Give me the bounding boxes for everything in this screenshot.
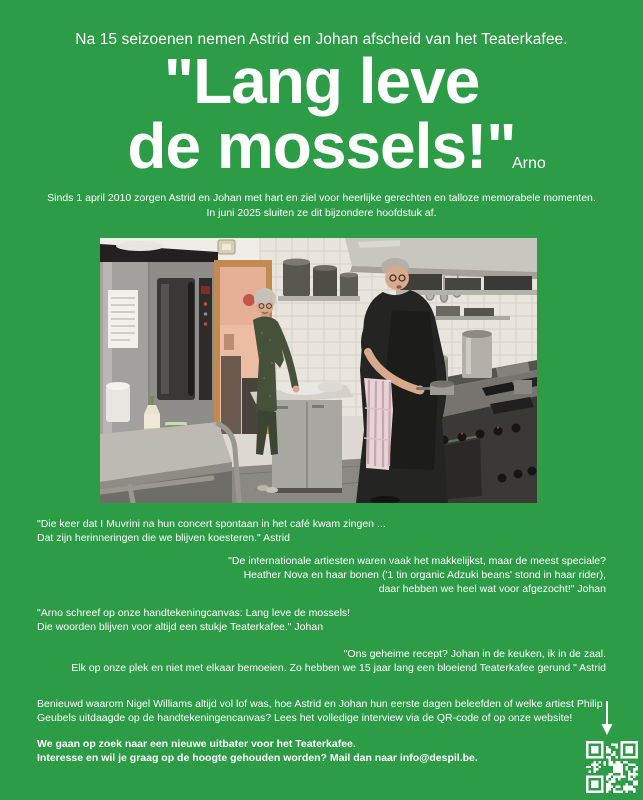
subtitle [0, 191, 643, 220]
quote-line: "Die keer dat I Muvrini na hun concert spontaan in het café kwam zingen ... [37, 518, 386, 530]
outro-line: Geubels uitdaagde op de handtekeningencanvas? Lees het volledige interview via de QR-code of op onze website! [37, 712, 573, 724]
subtitle-line-2: In juni 2025 sluiten ze dit bijzondere hoofdstuk af. [206, 206, 437, 219]
arrow-down-icon [600, 700, 614, 736]
headline-line-1: "Lang leve [163, 45, 480, 117]
headline [0, 45, 643, 182]
quote-johan-arno [37, 606, 350, 634]
headline-line-2: de mossels!" [127, 110, 516, 182]
kitchen-photo [100, 238, 537, 503]
quote-line: "Ons geheime recept? Johan in de keuken, ik in de zaal. [343, 648, 606, 660]
headline-attribution: Arno [512, 155, 546, 172]
kitchen-towel [364, 378, 393, 470]
outro-line: Benieuwd waarom Nigel Williams altijd vol lof was, hoe Astrid en Johan hun eerste dagen beleefden of welke artiest Philip [37, 698, 603, 710]
intro-line: Na 15 seizoenen nemen Astrid en Johan afscheid van het Teaterkafee. [75, 31, 568, 48]
extraction-hood [345, 238, 537, 279]
quote-line: "De internationale artiesten waren vaak het makkelijkst, maar de meest speciale? [228, 555, 606, 567]
wall-clock [218, 240, 235, 254]
outro-paragraph [37, 697, 603, 725]
quote-line: Dat zijn herinneringen die we blijven koesteren." Astrid [37, 532, 290, 544]
cta-line: Interesse en wil je graag op de hoogte gehouden worden? Mail dan naar info@despil.be. [37, 752, 478, 764]
quote-line: Elk op onze plek en niet met elkaar bemoeien. Zo hebben we 15 jaar lang een bloeiend Teaterkafee gerund." Astrid [71, 662, 606, 674]
quote-line: Die woorden blijven voor altijd een stukje Teaterkafee." Johan [37, 621, 324, 633]
quote-astrid-recipe [71, 647, 606, 675]
subtitle-line-1: Sinds 1 april 2010 zorgen Astrid en Johan met hart en ziel voor heerlijke gerechten en talloze memorabele momenten. [47, 192, 596, 204]
quote-line: Heather Nova en haar bonen ('1 tin organic Adzuki beans' stond in haar rider), [243, 569, 606, 581]
quote-line: "Arno schreef op onze handtekeningcanvas: Lang leve de mossels! [37, 607, 351, 619]
quote-johan-artists [228, 554, 606, 596]
qr-code [586, 739, 638, 795]
quote-line: daar hebben we heel wat voor afgezocht!" Johan [378, 583, 606, 595]
cta-line: We gaan op zoek naar een nieuwe uitbater voor het Teaterkafee. [37, 738, 356, 750]
quote-astrid-muvrini [37, 517, 386, 545]
cta-paragraph [37, 737, 478, 765]
